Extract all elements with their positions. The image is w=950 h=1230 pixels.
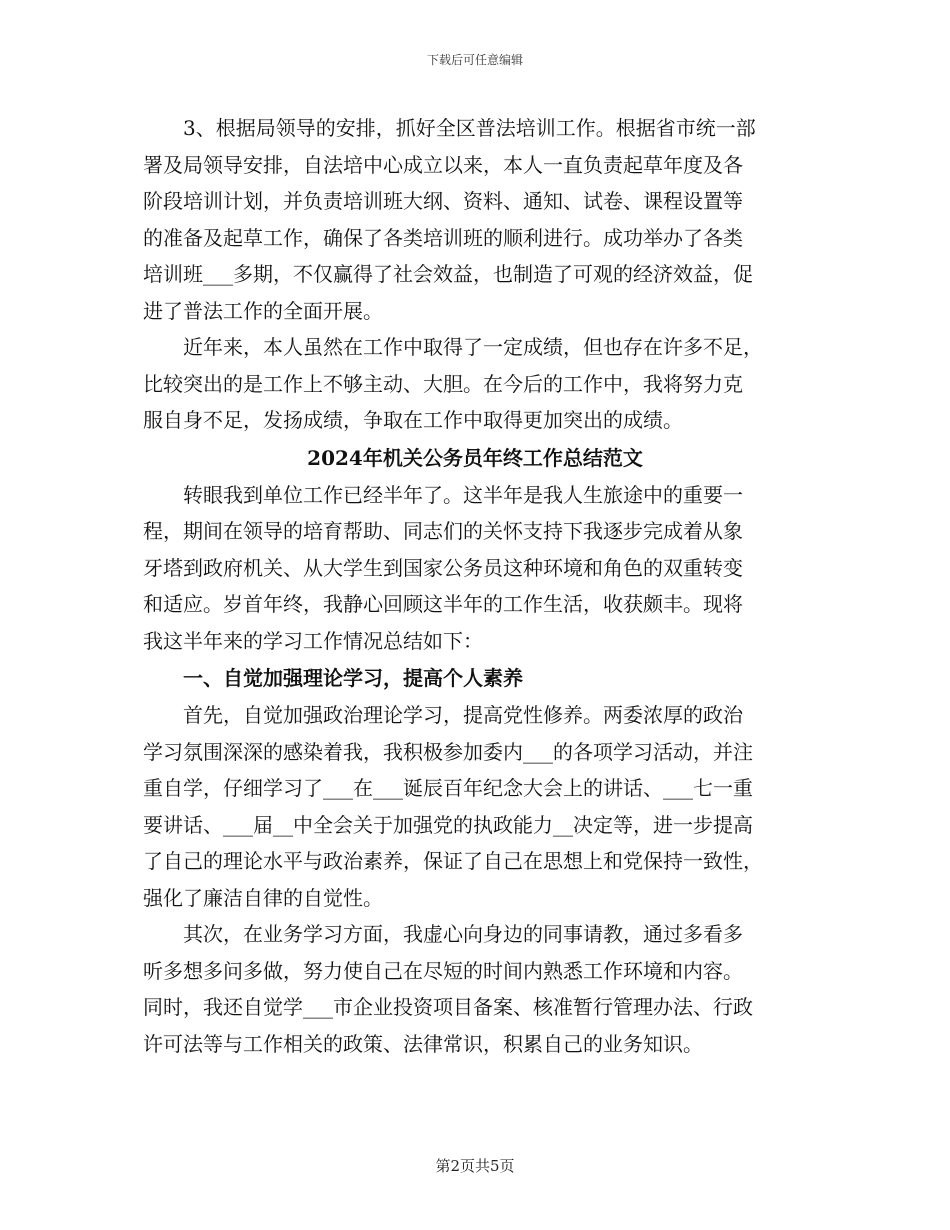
text-line: 的准备及起草工作，确保了各类培训班的顺利进行。成功举办了各类 bbox=[143, 225, 743, 250]
paragraph bbox=[143, 329, 807, 439]
text-line: 牙塔到政府机关、从大学生到国家公务员这种环境和角色的双重转变 bbox=[143, 555, 743, 580]
text-line: 转眼我到单位工作已经半年了。这半年是我人生旅途中的重要一 bbox=[183, 482, 743, 507]
document-title: 2024年机关公务员年终工作总结范文 bbox=[307, 445, 643, 470]
text-line: 署及局领导安排，自法培中心成立以来，本人一直负责起草年度及各 bbox=[143, 152, 743, 177]
text-line: 要讲话、___届__中全会关于加强党的执政能力__决定等，进一步提高 bbox=[143, 812, 753, 837]
text-line: 和适应。岁首年终，我静心回顾这半年的工作生活，收获颇丰。现将 bbox=[143, 592, 743, 616]
paragraph bbox=[143, 916, 807, 1062]
text-line: 培训班___多期，不仅赢得了社会效益，也制造了可观的经济效益，促 bbox=[143, 262, 753, 286]
text-line: 学习氛围深深的感染着我，我积极参加委内___的各项学习活动，并注 bbox=[143, 739, 753, 764]
paragraph bbox=[143, 697, 807, 916]
paragraph bbox=[143, 110, 807, 329]
page-footer: 第2页共5页 bbox=[435, 1157, 515, 1175]
text-line: 比较突出的是工作上不够主动、大胆。在今后的工作中，我将努力克 bbox=[143, 371, 743, 396]
text-line: 强化了廉洁自律的自觉性。 bbox=[143, 885, 383, 910]
text-line: 重自学，仔细学习了___在___诞辰百年纪念大会上的讲话、___七一重 bbox=[143, 776, 753, 800]
paragraph bbox=[143, 477, 807, 660]
text-line: 听多想多问多做，努力使自己在尽短的时间内熟悉工作环境和内容。 bbox=[143, 958, 743, 983]
document-body bbox=[143, 110, 807, 1062]
page-header: 下载后可任意编辑 bbox=[426, 53, 523, 67]
text-line: 服自身不足，发扬成绩，争取在工作中取得更加突出的成绩。 bbox=[143, 408, 683, 432]
text-line: 我这半年来的学习工作情况总结如下： bbox=[143, 628, 483, 653]
text-line: 首先，自觉加强政治理论学习，提高党性修养。两委浓厚的政治 bbox=[183, 703, 743, 727]
text-line: 近年来，本人虽然在工作中取得了一定成绩，但也存在许多不足， bbox=[183, 335, 763, 359]
text-line: 同时，我还自觉学___市企业投资项目备案、核准暂行管理办法、行政 bbox=[143, 995, 753, 1019]
text-line: 程，期间在领导的培育帮助、同志们的关怀支持下我逐步完成着从象 bbox=[143, 519, 743, 543]
text-line: 了自己的理论水平与政治素养，保证了自己在思想上和党保持一致性， bbox=[143, 849, 763, 873]
text-line: 许可法等与工作相关的政策、法律常识，积累自己的业务知识。 bbox=[143, 1031, 703, 1056]
text-line: 其次，在业务学习方面，我虚心向身边的同事请教，通过多看多 bbox=[183, 922, 743, 946]
text-line: 3、根据局领导的安排，抓好全区普法培训工作。根据省市统一部 bbox=[183, 116, 756, 140]
section-heading: 一、自觉加强理论学习，提高个人素养 bbox=[183, 666, 523, 690]
text-line: 进了普法工作的全面开展。 bbox=[143, 298, 383, 323]
text-line: 阶段培训计划，并负责培训班大纲、资料、通知、试卷、课程设置等 bbox=[143, 189, 743, 213]
